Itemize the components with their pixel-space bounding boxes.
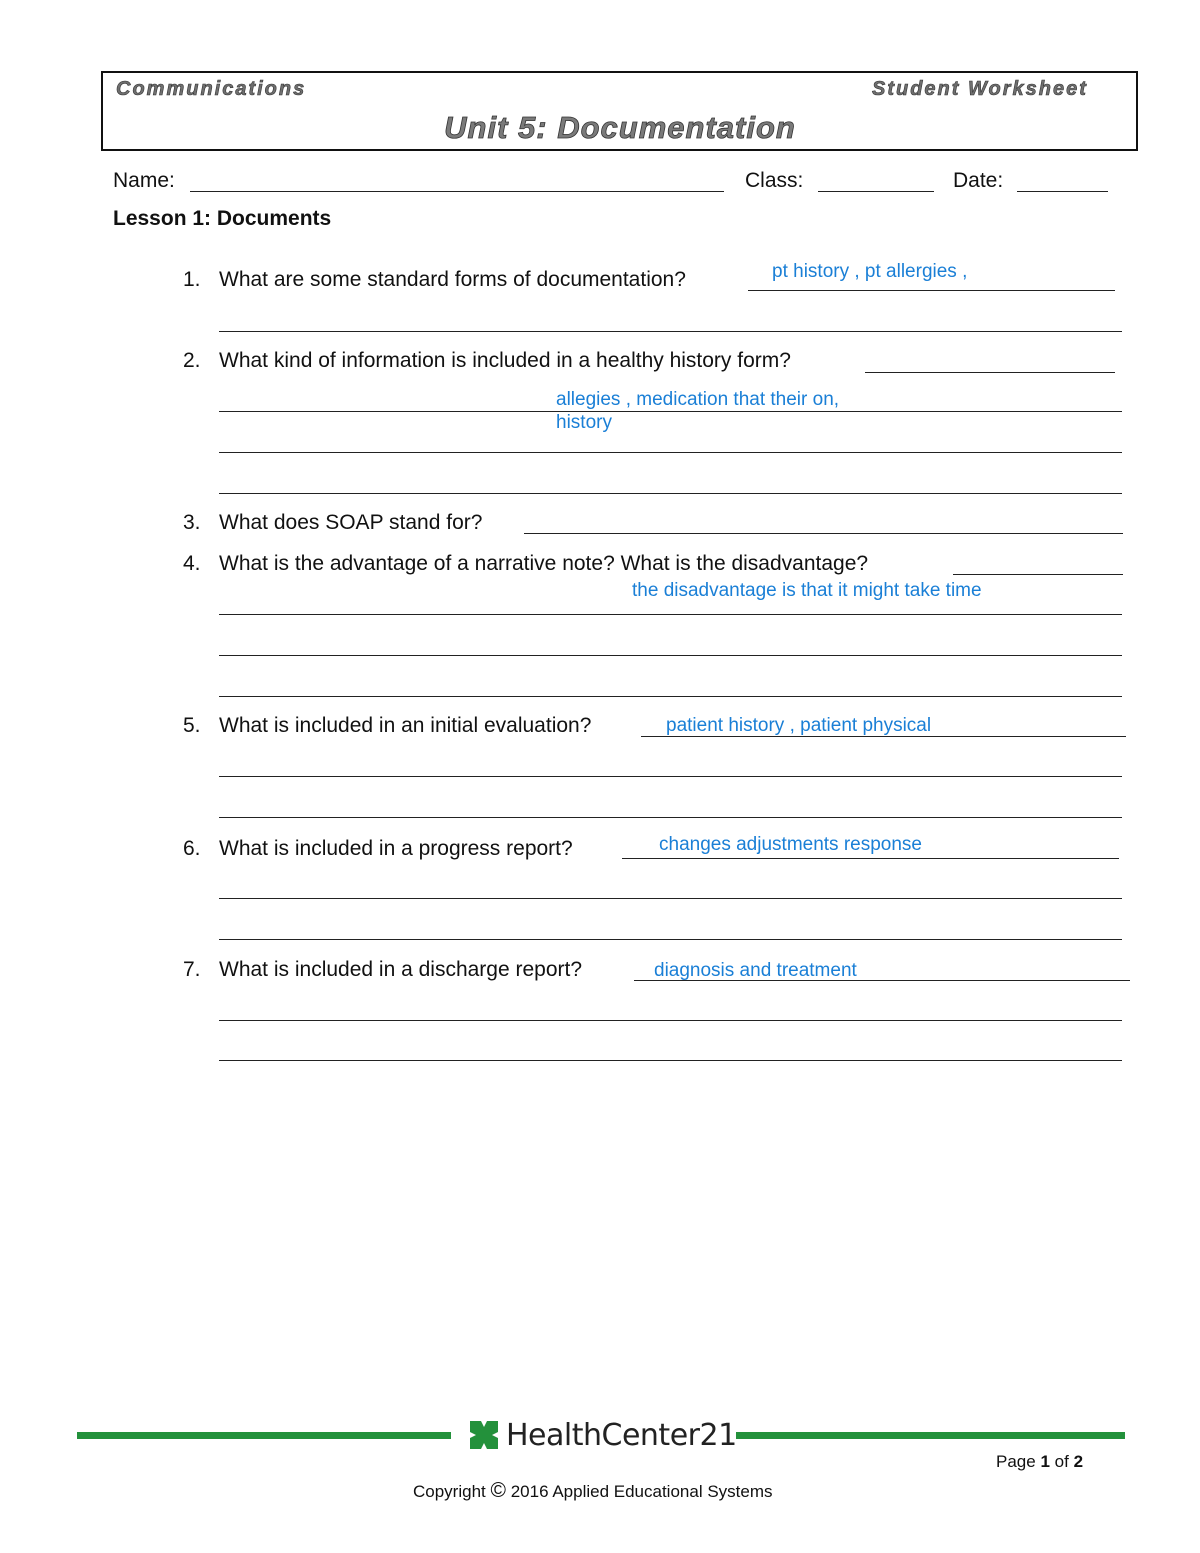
name-field[interactable] <box>190 191 724 192</box>
handwritten-answer: the disadvantage is that it might take time <box>632 580 982 601</box>
question-number: 3. <box>183 511 201 534</box>
question-text: What is included in a discharge report? <box>219 958 583 981</box>
page-label: Page <box>996 1452 1036 1471</box>
question-text: What is included in an initial evaluation? <box>219 714 592 737</box>
question-number: 1. <box>183 268 201 291</box>
question-number: 7. <box>183 958 201 981</box>
handwritten-answer: allegies , medication that their on, <box>556 389 840 410</box>
question-text: What does SOAP stand for? <box>219 511 483 534</box>
answer-line[interactable] <box>219 411 1122 412</box>
class-label: Class: <box>745 169 804 192</box>
answer-line[interactable] <box>219 1060 1122 1061</box>
footer-divider-left <box>77 1432 451 1439</box>
question-text: What is included in a progress report? <box>219 837 573 860</box>
answer-line[interactable] <box>219 452 1122 453</box>
answer-line[interactable] <box>953 574 1123 575</box>
answer-line[interactable] <box>219 696 1122 697</box>
answer-line[interactable] <box>219 331 1122 332</box>
question-number: 4. <box>183 552 201 575</box>
answer-line[interactable] <box>219 939 1122 940</box>
answer-line[interactable] <box>219 655 1122 656</box>
name-label: Name: <box>113 169 175 192</box>
date-field[interactable] <box>1017 191 1108 192</box>
question-text: What is the advantage of a narrative note? What is the disadvantage? <box>219 552 869 575</box>
copyright <box>413 1479 773 1503</box>
answer-line[interactable] <box>865 372 1115 373</box>
copyright-symbol: © <box>490 1479 506 1502</box>
handwritten-answer-cont: history <box>556 412 612 433</box>
handwritten-answer: patient history , patient physical <box>666 715 932 736</box>
page-indicator <box>996 1452 1083 1472</box>
copyright-text: 2016 Applied Educational Systems <box>510 1482 773 1501</box>
answer-line[interactable] <box>219 817 1122 818</box>
question-text: What kind of information is included in a healthy history form? <box>219 349 791 372</box>
answer-line[interactable] <box>524 533 1123 534</box>
answer-line[interactable] <box>219 614 1122 615</box>
page-title: Unit 5: Documentation <box>444 110 796 145</box>
answer-line[interactable] <box>219 1020 1122 1021</box>
brand-logo-text: HealthCenter21 <box>506 1418 737 1453</box>
page-of: of <box>1054 1452 1069 1471</box>
answer-line[interactable] <box>622 858 1119 859</box>
copyright-word: Copyright <box>413 1482 486 1501</box>
footer-divider-right <box>736 1432 1125 1439</box>
course-name: Communications <box>116 78 307 100</box>
date-label: Date: <box>953 169 1004 192</box>
question-number: 5. <box>183 714 201 737</box>
handwritten-answer: changes adjustments response <box>659 834 922 855</box>
answer-line[interactable] <box>219 493 1122 494</box>
question-number: 2. <box>183 349 201 372</box>
question-number: 6. <box>183 837 201 860</box>
handwritten-answer: diagnosis and treatment <box>654 960 857 981</box>
class-field[interactable] <box>818 191 934 192</box>
worksheet-type: Student Worksheet <box>872 78 1088 100</box>
lesson-heading: Lesson 1: Documents <box>113 207 332 230</box>
page-total: 2 <box>1073 1452 1084 1471</box>
healthcenter21-logo-icon <box>470 1421 498 1449</box>
answer-line[interactable] <box>219 776 1122 777</box>
page-current: 1 <box>1040 1452 1050 1471</box>
question-text: What are some standard forms of documentation? <box>219 268 686 291</box>
handwritten-answer: pt history , pt allergies , <box>772 261 968 282</box>
answer-line[interactable] <box>219 898 1122 899</box>
answer-line[interactable] <box>748 290 1115 291</box>
